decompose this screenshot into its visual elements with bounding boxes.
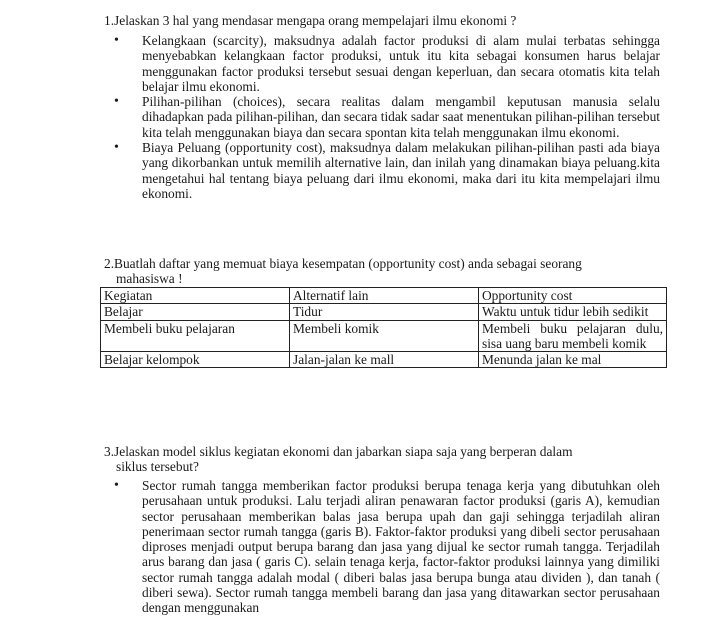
table-cell: Jalan-jalan ke mall — [290, 352, 479, 368]
question-3-title — [104, 444, 664, 475]
opportunity-cost-table — [100, 287, 667, 368]
answer-bullet-choices: • Pilihan-pilihan (choices), secara realitas dalam mengambil keputusan manusia selalu dihadapkan pada pilihan-pilihan, dan secara tidak sadar saat menentukan pilihan-pilihan tersebut kita telah menggunakan biaya dan secara spontan kita telah menggunakan ilmu ekonomi. — [104, 94, 660, 140]
table-cell: Belajar kelompok — [101, 352, 290, 368]
question-3-answer-list — [104, 478, 660, 616]
question-3-title-line-1: 3.Jelaskan model siklus kegiatan ekonomi dan jabarkan siapa saja yang berperan dalam — [104, 444, 573, 459]
answer-bullet-opportunity-cost: • Biaya Peluang (opportunity cost), maksudnya dalam melakukan pilihan-pilihan pasti ada biaya yang dikorbankan untuk memilih alternative lain, dan inilah yang dinamakan biaya peluang.kita mengetahui hal tentang biaya peluang dari ilmu ekonomi, maka dari itu kita mempelajari ilmu ekonomi. — [104, 140, 660, 201]
table-cell: Waktu untuk tidur lebih sedikit — [479, 304, 667, 320]
answer-bullet-economic-cycle: • Sector rumah tangga memberikan factor produksi berupa tenaga kerja yang dibutuhkan oleh perusahaan untuk produksi. Lalu terjadi aliran penawaran factor produksi (garis A), kemudian sector perusahaan memberikan balas jasa berupa upah dan gaji sehingga terjadilah aliran penerimaan sector rumah tangga (garis B). Faktor-faktor produksi yang dibeli sector perusahaan diproses menjadi output berupa barang dan jasa yang dijual ke sector rumah tangga. Terjadilah arus barang dan jasa ( garis C). selain tenaga kerja, factor-faktor produksi lainnya yang dimiliki sector rumah tangga adalah modal ( diberi balas jasa berupa bunga atau dividen ), dan tanah ( diberi sewa). Sector rumah tangga membeli barang dan jasa yang ditawarkan sector perusahaan dengan menggunakan — [104, 478, 660, 616]
table-cell: Membeli komik — [290, 320, 479, 352]
question-3-title-line-2: siklus tersebut? — [116, 459, 199, 475]
table-header-cell: Opportunity cost — [479, 288, 667, 304]
table-cell: Belajar — [101, 304, 290, 320]
table-row — [101, 320, 667, 352]
answer-bullet-scarcity: • Kelangkaan (scarcity), maksudnya adalah factor produksi di alam mulai terbatas sehingga menyebabkan kelangkaan factor produksi, untuk itu kita sebagai konsumen harus belajar menggunakan factor produksi tersebut sesuai dengan keperluan, dan secara otomatis kita telah belajar ilmu ekonomi. — [104, 33, 660, 94]
table-row — [101, 352, 667, 368]
question-2-title-line-2: mahasiswa ! — [116, 271, 183, 287]
question-1-title: 1.Jelaskan 3 hal yang mendasar mengapa orang mempelajari ilmu ekonomi ? — [104, 13, 517, 28]
question-2-title-line-1: 2.Buatlah daftar yang memuat biaya kesempatan (opportunity cost) anda sebagai seorang — [104, 256, 582, 271]
question-2-title — [104, 256, 664, 287]
table-header-cell: Alternatif lain — [290, 288, 479, 304]
question-1-answer-list — [104, 33, 660, 201]
table-header-cell: Kegiatan — [101, 288, 290, 304]
table-cell: Menunda jalan ke mal — [479, 352, 667, 368]
table-cell: Membeli buku pelajaran dulu, sisa uang baru membeli komik — [479, 320, 667, 352]
table-row — [101, 304, 667, 320]
table-header-row — [101, 288, 667, 304]
table-cell: Tidur — [290, 304, 479, 320]
table-cell: Membeli buku pelajaran — [101, 320, 290, 352]
